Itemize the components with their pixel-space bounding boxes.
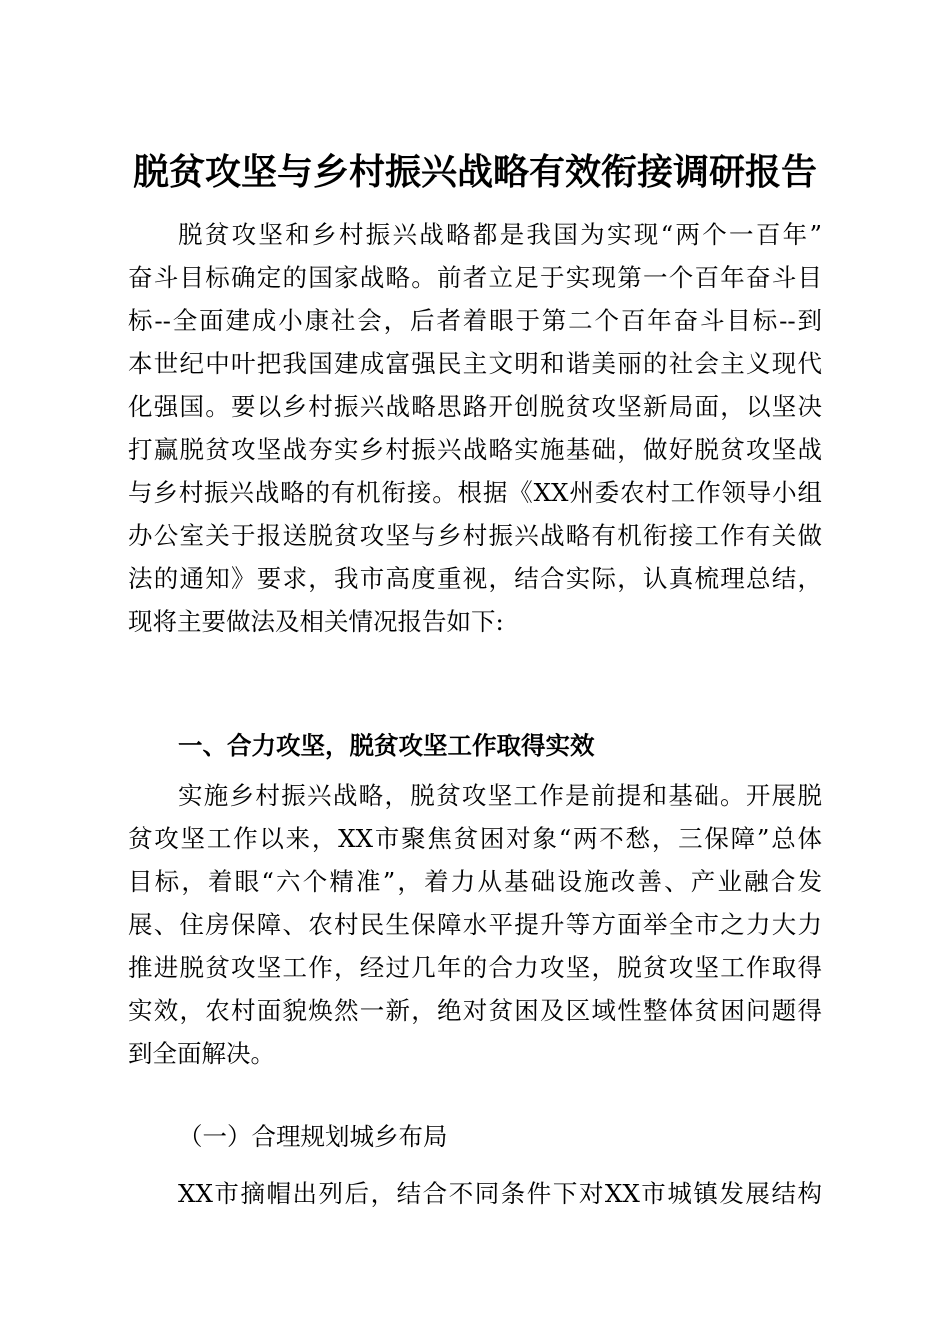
paragraph-line: 实效，农村面貌焕然一新，绝对贫困及区域性整体贫困问题得 [128, 996, 822, 1025]
paragraph-line: 标--全面建成小康社会，后者着眼于第二个百年奋斗目标--到 [128, 306, 822, 335]
paragraph-section1 [128, 774, 822, 1075]
paragraph-line: 法的通知》要求，我市高度重视，结合实际，认真梳理总结， [128, 564, 822, 593]
paragraph-line: 目标，着眼“六个精准”，着力从基础设施改善、产业融合发 [128, 867, 822, 896]
paragraph-line: 现将主要做法及相关情况报告如下: [128, 607, 504, 636]
paragraph-line: 与乡村振兴战略的有机衔接。根据《XX州委农村工作领导小组 [128, 478, 822, 507]
paragraph-line: 推进脱贫攻坚工作，经过几年的合力攻坚，脱贫攻坚工作取得 [128, 953, 822, 982]
paragraph-line: 到全面解决。 [128, 1039, 275, 1068]
paragraph-line: 实施乡村振兴战略，脱贫攻坚工作是前提和基础。开展脱 [178, 781, 822, 810]
paragraph-line: 奋斗目标确定的国家战略。前者立足于实现第一个百年奋斗目 [128, 263, 822, 292]
subsection-heading: （一）合理规划城乡布局 [178, 1122, 448, 1151]
paragraph-line: 贫攻坚工作以来，XX市聚焦贫困对象“两不愁，三保障”总体 [128, 824, 822, 853]
paragraph-line: 打赢脱贫攻坚战夯实乡村振兴战略实施基础，做好脱贫攻坚战 [128, 435, 822, 464]
paragraph-line: 脱贫攻坚和乡村振兴战略都是我国为实现“两个一百年” [178, 220, 822, 249]
paragraph-intro [128, 213, 822, 643]
section-heading: 一、合力攻坚，脱贫攻坚工作取得实效 [178, 731, 595, 760]
paragraph-line: 本世纪中叶把我国建成富强民主文明和谐美丽的社会主义现代 [128, 349, 822, 378]
paragraph-line: XX市摘帽出列后，结合不同条件下对XX市城镇发展结构 [178, 1179, 822, 1208]
paragraph-line: 办公室关于报送脱贫攻坚与乡村振兴战略有机衔接工作有关做 [128, 521, 822, 550]
paragraph-line: 化强国。要以乡村振兴战略思路开创脱贫攻坚新局面，以坚决 [128, 392, 822, 421]
document-title: 脱贫攻坚与乡村振兴战略有效衔接调研报告 [132, 152, 817, 193]
paragraph-line: 展、住房保障、农村民生保障水平提升等方面举全市之力大力 [128, 910, 822, 939]
paragraph-subsection1 [128, 1172, 822, 1215]
